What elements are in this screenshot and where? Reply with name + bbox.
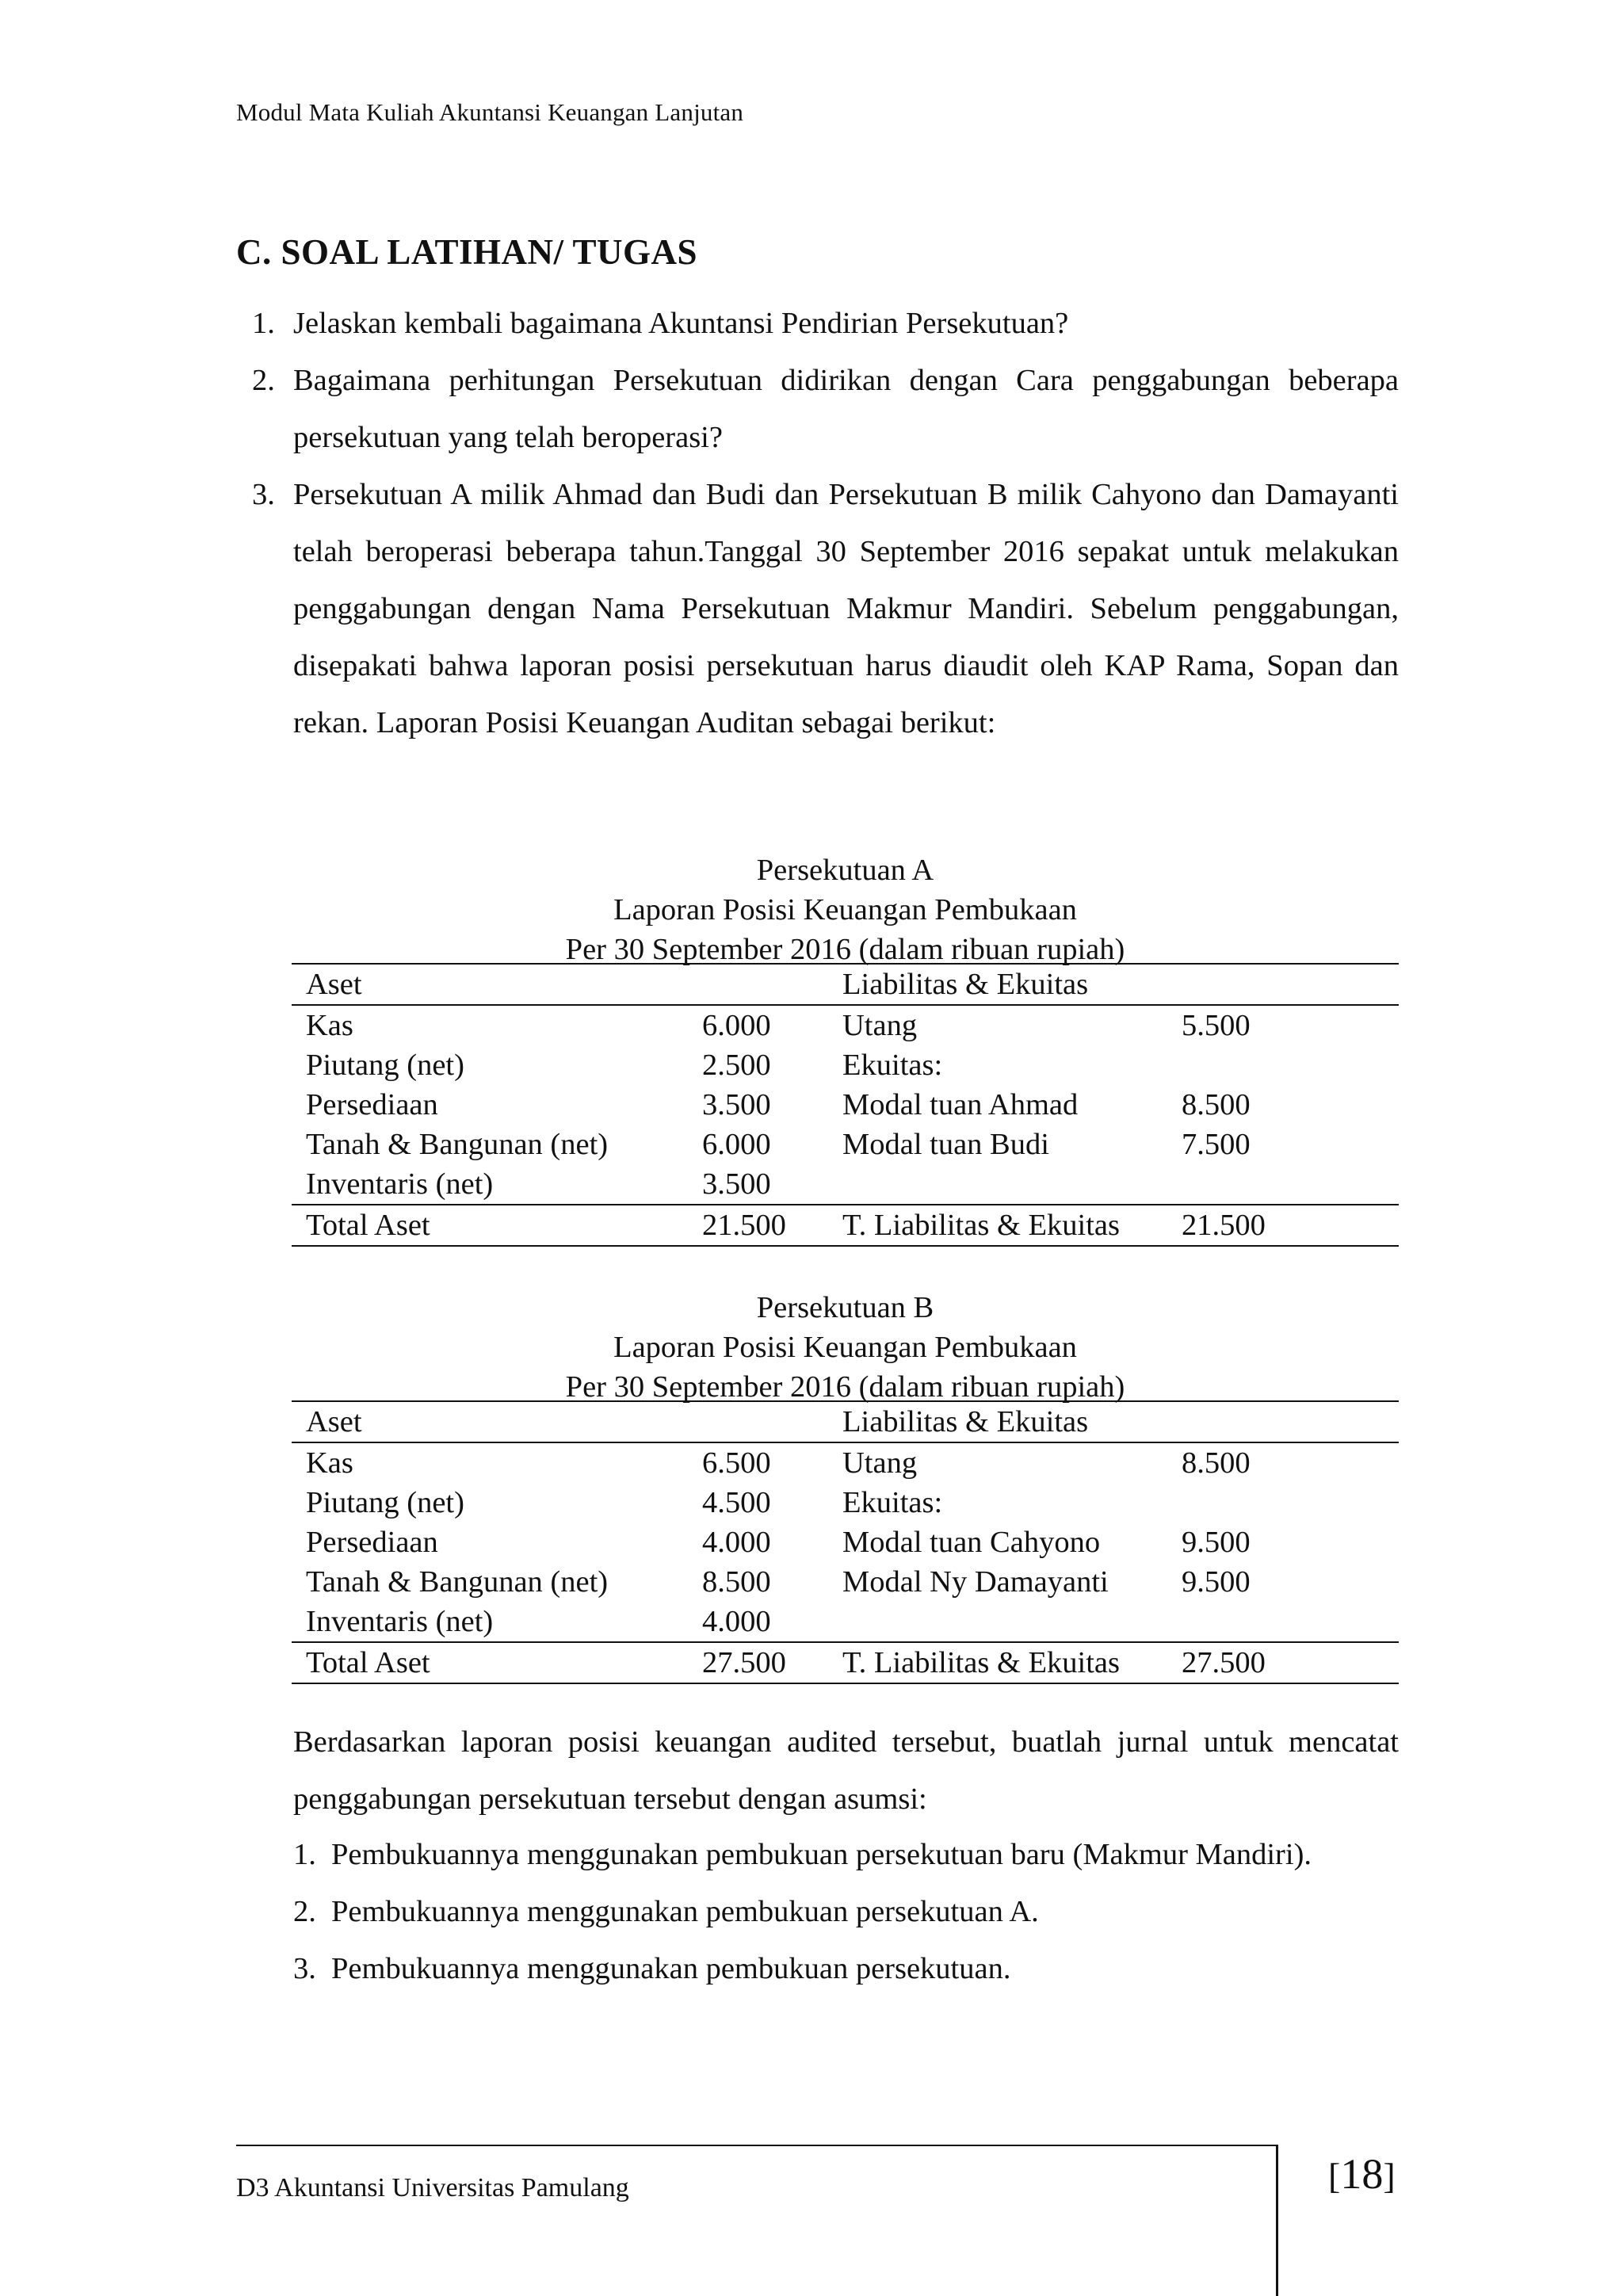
- asset-label: Persediaan: [306, 1088, 438, 1121]
- asset-value: 6.000: [702, 1009, 771, 1042]
- table-total-row: [292, 1205, 1399, 1246]
- question-item: [252, 352, 1399, 466]
- liability-value: [1182, 1164, 1399, 1205]
- asset-value: 6.000: [702, 1128, 771, 1161]
- table-row: [292, 1602, 1399, 1642]
- question-item: [252, 295, 1399, 352]
- liability-value: 7.500: [1182, 1128, 1251, 1161]
- asset-label: Tanah & Bangunan (net): [306, 1565, 609, 1599]
- asset-value: 6.500: [702, 1446, 771, 1480]
- question-number: 3.: [252, 478, 275, 511]
- table-total-row: [292, 1642, 1399, 1683]
- liability-label: Utang: [842, 1009, 918, 1042]
- total-liability-label: T. Liabilitas & Ekuitas: [842, 1205, 1182, 1246]
- asset-value: 8.500: [702, 1565, 771, 1599]
- assumption-item: [293, 1883, 1403, 1940]
- liability-label: Utang: [842, 1446, 918, 1480]
- assumption-item: [293, 1940, 1403, 1997]
- table-row: [292, 1045, 1399, 1085]
- report-b-heading: [292, 1288, 1399, 1407]
- closing-paragraph: Berdasarkan laporan posisi keuangan audited tersebut, buatlah jurnal untuk mencatat penggabungan persekutuan tersebut dengan asumsi:: [293, 1725, 1399, 1816]
- liability-label: Modal tuan Ahmad: [842, 1088, 1079, 1121]
- column-header-liabilities: Liabilitas & Ekuitas: [842, 964, 1182, 1005]
- table-row: [292, 1562, 1399, 1602]
- section-title: C. SOAL LATIHAN/ TUGAS: [236, 232, 697, 272]
- assumption-text: Pembukuannya menggunakan pembukuan persekutuan A.: [331, 1895, 1039, 1928]
- total-asset-label: Total Aset: [292, 1642, 702, 1683]
- total-liability-label: T. Liabilitas & Ekuitas: [842, 1642, 1182, 1683]
- assumption-item: [293, 1826, 1403, 1883]
- asset-value: 3.500: [702, 1167, 771, 1201]
- liability-value: 5.500: [1182, 1009, 1251, 1042]
- question-number: 1.: [252, 307, 275, 340]
- liability-label: Modal Ny Damayanti: [842, 1565, 1109, 1599]
- total-liability-value: 27.500: [1182, 1642, 1399, 1683]
- liability-value: [1182, 1602, 1399, 1642]
- column-header-spacer: [702, 1401, 842, 1442]
- table-row: [292, 1442, 1399, 1483]
- liability-label: [842, 1164, 1182, 1205]
- table-header-row: [292, 1401, 1399, 1442]
- asset-label: Kas: [306, 1446, 353, 1480]
- liability-value: 8.500: [1182, 1088, 1251, 1121]
- question-list: [252, 295, 1399, 751]
- liability-value: 9.500: [1182, 1526, 1251, 1559]
- liability-label: [842, 1602, 1182, 1642]
- column-header-assets: Aset: [292, 964, 702, 1005]
- question-text: Jelaskan kembali bagaimana Akuntansi Pendirian Persekutuan?: [293, 307, 1069, 340]
- page-number-value: 18: [1340, 2150, 1384, 2198]
- table-row: [292, 1125, 1399, 1164]
- column-header-spacer: [1182, 1401, 1399, 1442]
- page-number-open-bracket: [: [1328, 2156, 1341, 2196]
- footer-institution: D3 Akuntansi Universitas Pamulang: [236, 2173, 629, 2202]
- table-row: [292, 1005, 1399, 1045]
- total-liability-value: 21.500: [1182, 1205, 1399, 1246]
- total-asset-value: 21.500: [702, 1205, 842, 1246]
- running-header: Modul Mata Kuliah Akuntansi Keuangan Lanjutan: [236, 98, 744, 126]
- page-number-close-bracket: ]: [1383, 2156, 1396, 2196]
- asset-label: Persediaan: [306, 1526, 438, 1559]
- asset-value: 4.000: [702, 1526, 771, 1559]
- asset-label: Inventaris (net): [306, 1167, 494, 1201]
- question-text: Persekutuan A milik Ahmad dan Budi dan Persekutuan B milik Cahyono dan Damayanti telah beroperasi beberapa tahun.Tanggal 30 September 2016 sepakat untuk melakukan penggabungan dengan Nama Persekutuan Makmur Mandiri. Sebelum penggabungan, disepakati bahwa laporan posisi persekutuan harus diaudit oleh KAP Rama, Sopan dan rekan. Laporan Posisi Keuangan Auditan sebagai berikut:: [293, 478, 1399, 739]
- total-asset-value: 27.500: [702, 1642, 842, 1683]
- liability-value: 8.500: [1182, 1446, 1251, 1480]
- report-b-period: Per 30 September 2016 (dalam ribuan rupiah): [565, 1370, 1125, 1404]
- table-row: [292, 1164, 1399, 1205]
- footer-vertical-divider: [1276, 2145, 1278, 2296]
- liability-label: Modal tuan Budi: [842, 1128, 1049, 1161]
- assumption-list: [293, 1826, 1403, 1997]
- total-asset-label: Total Aset: [292, 1205, 702, 1246]
- assumption-text: Pembukuannya menggunakan pembukuan persekutuan.: [331, 1952, 1011, 1985]
- asset-label: Kas: [306, 1009, 353, 1042]
- page-number: [1328, 2146, 1396, 2204]
- asset-value: 4.000: [702, 1605, 771, 1638]
- liability-label: Ekuitas:: [842, 1049, 943, 1082]
- asset-value: 2.500: [702, 1049, 771, 1082]
- table-row: [292, 1085, 1399, 1125]
- footer-divider: [236, 2145, 1276, 2146]
- assumption-number: 3.: [293, 1952, 316, 1985]
- column-header-assets: Aset: [292, 1401, 702, 1442]
- report-b-entity: Persekutuan B: [756, 1291, 934, 1324]
- question-item: [252, 466, 1399, 751]
- column-header-liabilities: Liabilitas & Ekuitas: [842, 1401, 1182, 1442]
- assumption-number: 2.: [293, 1895, 316, 1928]
- column-header-spacer: [1182, 964, 1399, 1005]
- report-a-period: Per 30 September 2016 (dalam ribuan rupiah): [565, 933, 1125, 966]
- assumption-text: Pembukuannya menggunakan pembukuan persekutuan baru (Makmur Mandiri).: [331, 1838, 1312, 1871]
- asset-label: Tanah & Bangunan (net): [306, 1128, 609, 1161]
- question-number: 2.: [252, 364, 275, 397]
- question-text: Bagaimana perhitungan Persekutuan didirikan dengan Cara penggabungan beberapa persekutuan yang telah beroperasi?: [293, 364, 1399, 454]
- table-row: [292, 1522, 1399, 1562]
- asset-label: Piutang (net): [306, 1049, 464, 1082]
- report-b-title: Laporan Posisi Keuangan Pembukaan: [613, 1331, 1077, 1364]
- report-a-heading: [292, 850, 1399, 969]
- table-header-row: [292, 964, 1399, 1005]
- asset-label: Inventaris (net): [306, 1605, 494, 1638]
- liability-label: Modal tuan Cahyono: [842, 1526, 1101, 1559]
- liability-value: 9.500: [1182, 1565, 1251, 1599]
- asset-label: Piutang (net): [306, 1486, 464, 1519]
- liability-label: Ekuitas:: [842, 1486, 943, 1519]
- column-header-spacer: [702, 964, 842, 1005]
- asset-value: 4.500: [702, 1486, 771, 1519]
- report-a-table: [292, 963, 1399, 1247]
- report-a-entity: Persekutuan A: [756, 854, 934, 887]
- report-b-table: [292, 1400, 1399, 1684]
- liability-value: [1182, 1483, 1399, 1522]
- asset-value: 3.500: [702, 1088, 771, 1121]
- liability-value: [1182, 1045, 1399, 1085]
- table-row: [292, 1483, 1399, 1522]
- report-a-title: Laporan Posisi Keuangan Pembukaan: [613, 893, 1077, 926]
- assumption-number: 1.: [293, 1838, 316, 1871]
